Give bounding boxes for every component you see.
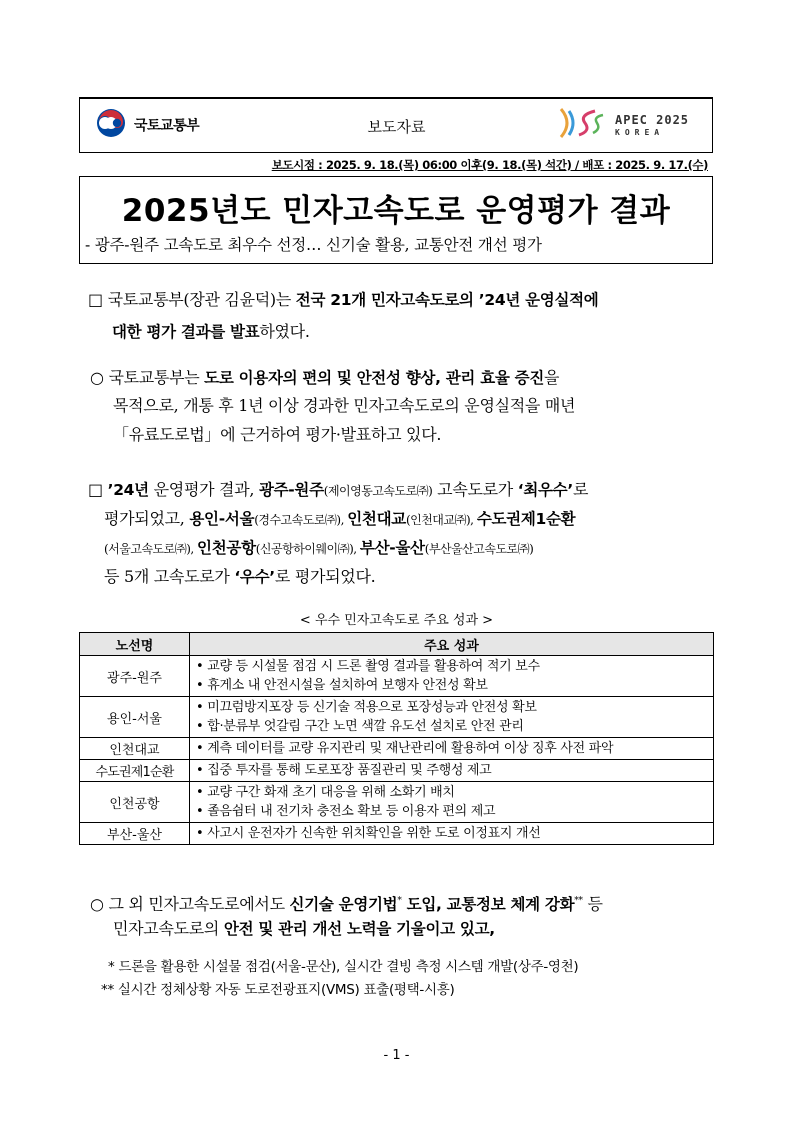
result-item: • 사고시 운전자가 신속한 위치확인을 위한 도로 이정표지 개선 bbox=[196, 826, 541, 841]
result-item: • 교량 구간 화재 초기 대응을 위해 소화기 배치 bbox=[196, 785, 455, 800]
ministry-name: 국토교통부 bbox=[134, 118, 200, 134]
table-row bbox=[80, 823, 714, 845]
subtitle: - 광주-원주 고속도로 최우수 선정… 신기술 활용, 교통안전 개선 평가 bbox=[85, 236, 542, 254]
footnote-marker: * bbox=[397, 896, 402, 906]
result-item: • 졸음쉼터 내 전기차 충전소 확보 등 이용자 편의 제고 bbox=[196, 804, 496, 819]
result-cell bbox=[190, 697, 714, 738]
text: 등 bbox=[582, 894, 603, 914]
text: 민자고속도로의 bbox=[113, 919, 224, 938]
apec-title: APEC 2025 bbox=[615, 112, 690, 127]
emphasis: 부산-울산 bbox=[359, 539, 425, 557]
result-item: • 합·분류부 엇갈림 구간 노면 색깔 유도선 설치로 안전 관리 bbox=[196, 719, 524, 734]
result-cell bbox=[190, 823, 714, 845]
emphasis: 광주-원주 bbox=[258, 481, 324, 499]
emphasis: 인천공항 bbox=[197, 539, 256, 557]
table-caption: < 우수 민자고속도로 주요 성과 > bbox=[299, 613, 494, 628]
table-header-row bbox=[80, 633, 714, 656]
paragraph-1-line-1 bbox=[88, 284, 598, 316]
result-item: • 집중 투자를 통해 도로포장 품질관리 및 주행성 제고 bbox=[196, 763, 492, 778]
header-results: 주요 성과 bbox=[190, 633, 714, 656]
text: ○ 국토교통부는 bbox=[90, 368, 205, 387]
result-item: • 교량 등 시설물 점검 시 드론 촬영 결과를 활용하여 적기 보수 bbox=[196, 659, 540, 674]
text: □ bbox=[88, 480, 108, 499]
result-item: • 미끄럼방지포장 등 신기술 적용으로 포장성능과 안전성 확보 bbox=[196, 700, 537, 715]
result-cell bbox=[190, 760, 714, 782]
table-row bbox=[80, 738, 714, 760]
result-cell bbox=[190, 782, 714, 823]
text: 운영평가 결과, bbox=[148, 480, 259, 499]
route-name: 인천대교 bbox=[80, 738, 190, 760]
text: 을 bbox=[544, 368, 560, 387]
company-name: (경수고속도로㈜), bbox=[254, 513, 348, 527]
route-name: 수도권제1순환 bbox=[80, 760, 190, 782]
page-number: - 1 - bbox=[383, 1048, 410, 1063]
route-name: 부산-울산 bbox=[80, 823, 190, 845]
emphasis: 대한 평가 결과를 발표 bbox=[112, 323, 260, 341]
route-name: 용인-서울 bbox=[80, 697, 190, 738]
emphasis: 수도권제1순환 bbox=[476, 510, 576, 528]
footnote-1: * 드론을 활용한 시설물 점검(서울-문산), 실시간 결빙 측정 시스템 개발(상주-영천) bbox=[108, 959, 579, 975]
emphasis: 안전 및 관리 개선 노력을 기울이고 있고, bbox=[223, 920, 495, 938]
text: ○ 그 외 민자고속도로에서도 bbox=[90, 894, 290, 914]
paragraph-2-line-3: 「유료도로법」에 근거하여 평가·발표하고 있다. bbox=[113, 425, 442, 444]
result-cell bbox=[190, 738, 714, 760]
emphasis: 인천대교 bbox=[347, 510, 406, 528]
emphasis: ‘우수’ bbox=[234, 568, 275, 586]
text: □ 국토교통부(장관 김윤덕)는 bbox=[88, 290, 296, 309]
apec-logo bbox=[555, 105, 689, 145]
emphasis: 도입, 교통정보 체계 강화 bbox=[401, 895, 575, 914]
company-name: (제이영동고속도로㈜) bbox=[323, 484, 433, 498]
text: 고속도로가 bbox=[432, 480, 518, 499]
footnote-marker: ** bbox=[574, 896, 583, 906]
result-item: • 계측 데이터를 교량 유지관리 및 재난관리에 활용하여 이상 징후 사전 파악 bbox=[196, 741, 614, 756]
emphasis: 전국 21개 민자고속도로의 ’24년 운영실적에 bbox=[295, 291, 599, 309]
table-row bbox=[80, 697, 714, 738]
paragraph-4-line-2 bbox=[113, 913, 495, 945]
page-title: 2025년도 민자고속도로 운영평가 결과 bbox=[121, 193, 671, 229]
route-name: 광주-원주 bbox=[80, 656, 190, 697]
result-cell bbox=[190, 656, 714, 697]
table-row bbox=[80, 760, 714, 782]
emphasis: 신기술 운영기법 bbox=[289, 895, 398, 914]
paragraph-1-line-2 bbox=[112, 316, 310, 348]
header-route: 노선명 bbox=[80, 633, 190, 656]
emphasis: ‘최우수’ bbox=[517, 481, 573, 499]
company-name: (인천대교㈜), bbox=[405, 513, 477, 527]
performance-table bbox=[79, 632, 714, 845]
text: 로 평가되었다. bbox=[274, 567, 376, 586]
route-name: 인천공항 bbox=[80, 782, 190, 823]
paragraph-2-line-2: 목적으로, 개통 후 1년 이상 경과한 민자고속도로의 운영실적을 매년 bbox=[113, 396, 576, 415]
press-release-label: 보도자료 bbox=[367, 118, 426, 136]
apec-korea: KOREA bbox=[615, 127, 665, 137]
result-item: • 휴게소 내 안전시설을 설치하여 보행자 안전성 확보 bbox=[196, 678, 488, 693]
release-info: 보도시점 : 2025. 9. 18.(목) 06:00 이후(9. 18.(목) 석간) / 배포 : 2025. 9. 17.(수) bbox=[271, 158, 708, 172]
company-name: (부산울산고속도로㈜) bbox=[424, 542, 534, 556]
emphasis: ’24년 bbox=[107, 481, 149, 499]
emphasis: 도로 이용자의 편의 및 안전성 향상, 관리 효율 증진 bbox=[204, 369, 544, 387]
company-name: (신공항하이웨이㈜), bbox=[255, 542, 360, 556]
apec-emblem-icon bbox=[555, 105, 611, 145]
text: 평가되었고, bbox=[104, 509, 190, 528]
paragraph-3-line-4 bbox=[104, 561, 375, 593]
table-row bbox=[80, 782, 714, 823]
text: 등 5개 고속도로가 bbox=[104, 567, 235, 586]
table-row bbox=[80, 656, 714, 697]
emphasis: 용인-서울 bbox=[189, 510, 255, 528]
text: 로 bbox=[572, 480, 589, 499]
footnote-2: ** 실시간 정체상황 자동 도로전광표지(VMS) 표출(평택-시흥) bbox=[101, 982, 455, 998]
company-name: (서울고속도로㈜), bbox=[104, 542, 198, 556]
text: 하였다. bbox=[259, 322, 310, 341]
